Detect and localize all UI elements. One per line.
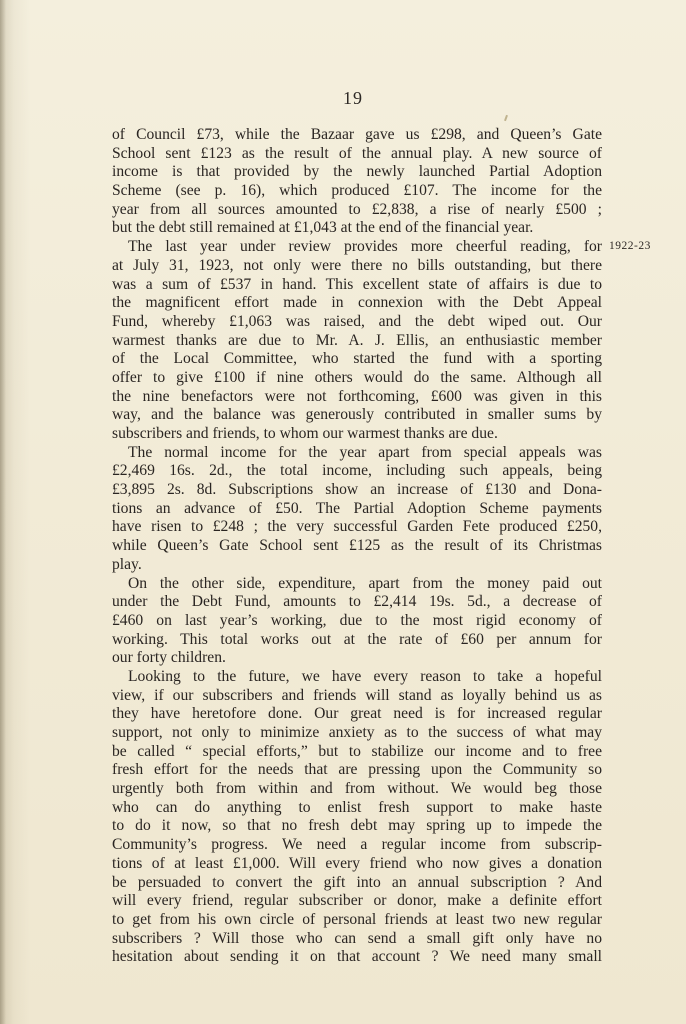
text-line: £2,469 16s. 2d., the total income, including such appeals, being <box>112 462 602 480</box>
text-line: The last year under review provides more cheerful reading, for <box>128 238 602 256</box>
text-line: support, not only to minimize anxiety as to the success of what may <box>112 724 602 741</box>
text-line: Scheme (see p. 16), which produced £107. The income for the <box>112 182 602 200</box>
text-line: Looking to the future, we have every reason to take a hopeful <box>128 667 602 685</box>
text-line: income is that provided by the newly launched Partial Adoption <box>112 163 602 181</box>
margin-year-note: 1922-23 <box>609 240 651 252</box>
text-line: working. This total works out at the rate of £60 per annum for <box>112 630 602 648</box>
text-line: £3,895 2s. 8d. Subscriptions show an increase of £130 and Dona- <box>112 481 602 499</box>
text-line: School sent £123 as the result of the annual play. A new source of <box>112 144 602 162</box>
text-line: who can do anything to enlist fresh support to make haste <box>112 798 602 816</box>
page-number: 19 <box>343 88 363 108</box>
text-line: £460 on last year’s working, due to the most rigid economy of <box>112 611 602 629</box>
page-gutter-shadow <box>0 0 6 1024</box>
text-line: Community’s progress. We need a regular income from subscrip- <box>112 836 602 854</box>
text-line: but the debt still remained at £1,043 at the end of the financial year. <box>112 219 534 237</box>
text-line: fresh effort for the needs that are pressing upon the Community so <box>112 761 602 779</box>
text-line: of the Local Committee, who started the fund with a sporting <box>112 350 602 368</box>
text-line: they have heretofore done. Our great need is for increased regular <box>112 705 602 723</box>
text-line: our forty children. <box>112 649 226 667</box>
text-line: of Council £73, while the Bazaar gave us £298, and Queen’s Gate <box>112 126 602 143</box>
text-line: was a sum of £537 in hand. This excellent state of affairs is due to <box>112 275 602 293</box>
text-line: warmest thanks are due to Mr. A. J. Ellis, an enthusiastic member <box>112 331 602 349</box>
text-line: urgently both from within and from without. We would beg those <box>112 780 602 798</box>
text-line: On the other side, expenditure, apart from the money paid out <box>128 574 602 592</box>
text-line: will every friend, regular subscriber or donor, make a definite effort <box>112 892 602 910</box>
text-line: The normal income for the year apart from special appeals was <box>128 443 602 461</box>
text-line: tions an advance of £50. The Partial Adoption Scheme payments <box>112 499 602 517</box>
text-line: Fund, whereby £1,063 was raised, and the debt wiped out. Our <box>112 312 602 330</box>
text-line: while Queen’s Gate School sent £125 as the result of its Christmas <box>112 537 602 555</box>
text-line: hesitation about sending it on that account ? We need many small <box>112 948 602 966</box>
text-line: to do it now, so that no fresh debt may spring up to impede the <box>112 817 602 835</box>
text-line: way, and the balance was generously contributed in smaller sums by <box>112 406 602 424</box>
text-line: subscribers ? Will those who can send a small gift only have no <box>112 929 602 947</box>
text-line: to get from his own circle of personal friends at least two new regular <box>112 910 602 928</box>
text-line: have risen to £248 ; the very successful Garden Fete produced £250, <box>112 518 602 536</box>
text-line: offer to give £100 if nine others would do the same. Although all <box>112 368 602 386</box>
text-line: at July 31, 1923, not only were there no bills outstanding, but there <box>112 256 602 274</box>
text-line: be called “ special efforts,” but to stabilize our income and to free <box>112 742 602 760</box>
text-line: the nine benefactors were not forthcoming, £600 was given in this <box>112 387 602 405</box>
text-line: under the Debt Fund, amounts to £2,414 19s. 5d., a decrease of <box>112 593 602 611</box>
text-line: the magnificent effort made in connexion with the Debt Appeal <box>112 294 602 312</box>
text-line: subscribers and friends, to whom our warmest thanks are due. <box>112 425 498 442</box>
text-line: tions of at least £1,000. Will every friend who now gives a donation <box>112 854 602 872</box>
text-line: play. <box>112 555 142 573</box>
text-line: be persuaded to convert the gift into an annual subscription ? And <box>112 873 602 891</box>
body-text <box>112 126 602 967</box>
text-line: year from all sources amounted to £2,838, a rise of nearly £500 ; <box>112 200 602 218</box>
paper-speck <box>504 115 508 121</box>
text-line: view, if our subscribers and friends will stand as loyally behind us as <box>112 686 602 704</box>
